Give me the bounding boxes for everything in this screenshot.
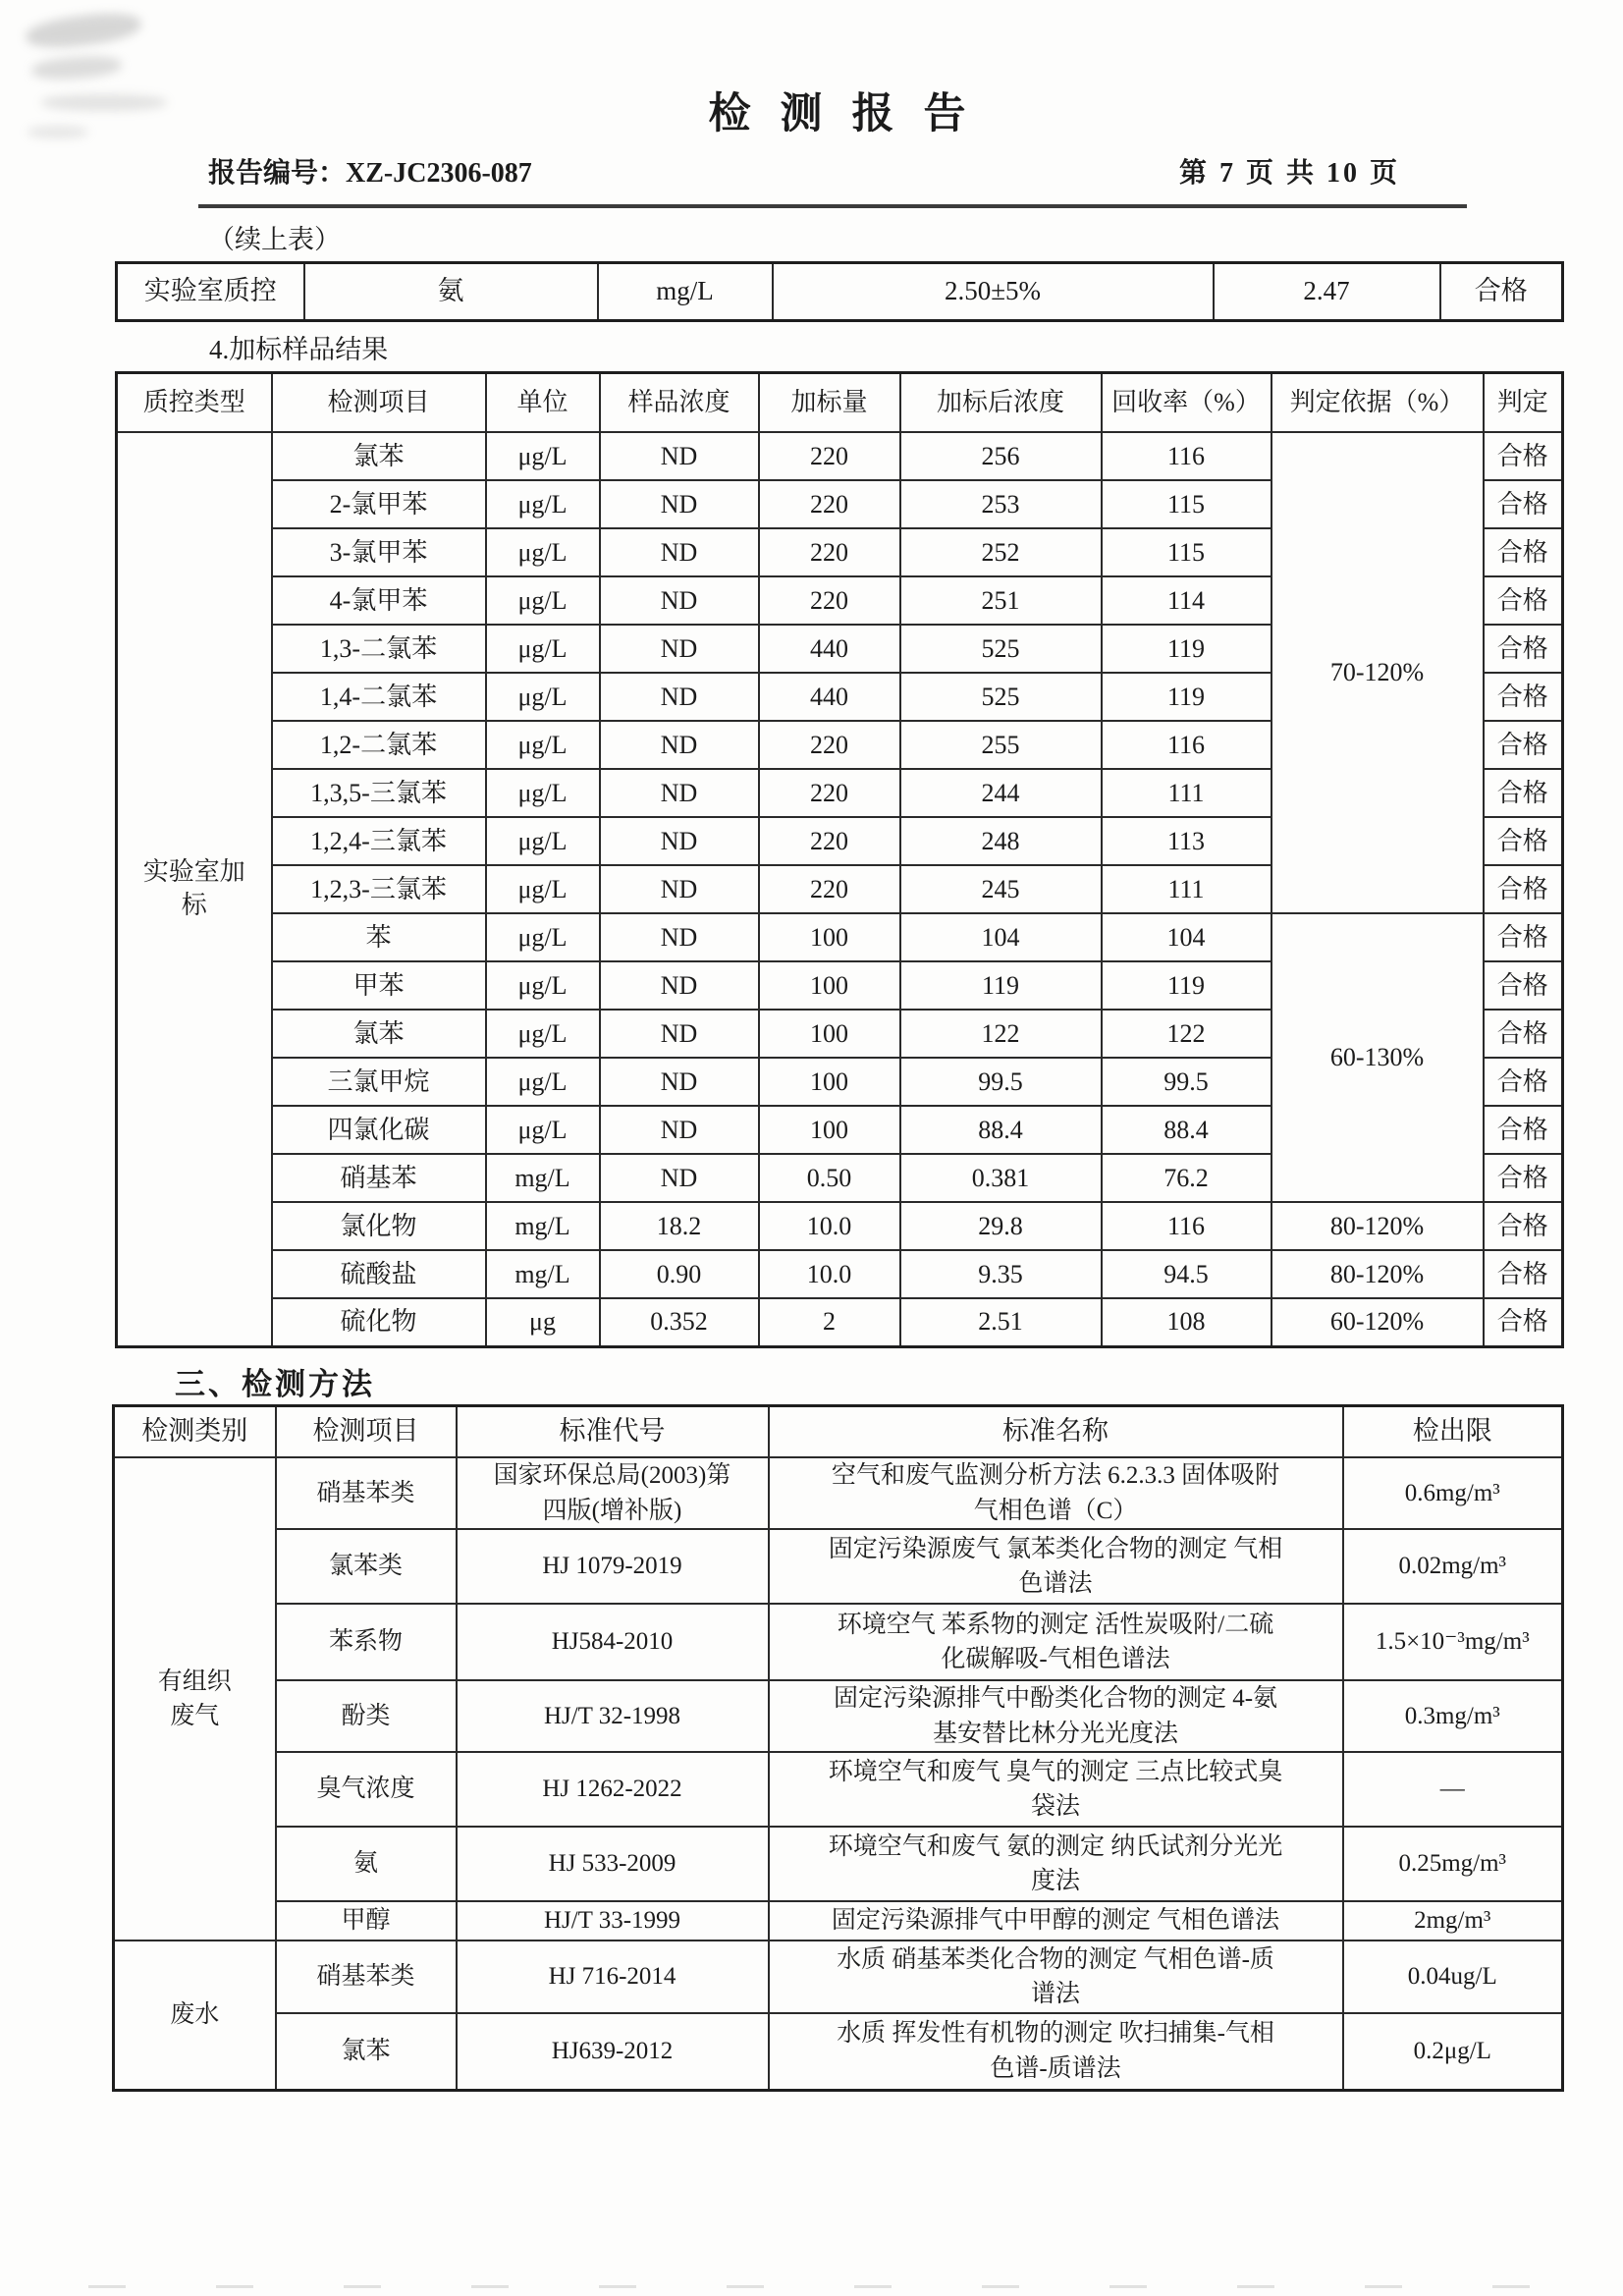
methods-header-limit: 检出限: [1343, 1406, 1563, 1458]
methods-row: [114, 2013, 1563, 2090]
spike-unit-cell: μg/L: [486, 769, 600, 817]
spike-sample-cell: ND: [600, 769, 759, 817]
spike-after-cell: 29.8: [900, 1202, 1102, 1250]
spike-verdict-cell: 合格: [1484, 432, 1563, 480]
report-number-value: XZ-JC2306-087: [346, 158, 532, 189]
spike-unit-cell: mg/L: [486, 1202, 600, 1250]
header-rule: [198, 204, 1467, 208]
spike-verdict-cell: 合格: [1484, 1202, 1563, 1250]
spike-recovery-cell: 116: [1102, 1202, 1271, 1250]
spike-recovery-cell: 99.5: [1102, 1058, 1271, 1106]
spike-verdict-cell: 合格: [1484, 1058, 1563, 1106]
spike-sample-cell: ND: [600, 721, 759, 769]
lab-qc-row: [117, 263, 1563, 321]
methods-table: [112, 1404, 1564, 2092]
spike-header-sample: 样品浓度: [600, 373, 759, 433]
methods-limit-cell: —: [1343, 1752, 1563, 1827]
spike-item-cell: 氯苯: [272, 432, 486, 480]
spike-item-cell: 1,4-二氯苯: [272, 673, 486, 721]
spike-after-cell: 104: [900, 913, 1102, 961]
methods-code-cell: 国家环保总局(2003)第 四版(增补版): [457, 1457, 769, 1529]
qc-standard-cell: 2.50±5%: [773, 263, 1214, 321]
spike-item-cell: 硫化物: [272, 1298, 486, 1346]
methods-limit-cell: 0.02mg/m³: [1343, 1529, 1563, 1604]
methods-item-cell: 臭气浓度: [276, 1752, 457, 1827]
spike-amount-cell: 100: [759, 1010, 900, 1058]
spike-amount-cell: 100: [759, 961, 900, 1010]
spike-sample-cell: ND: [600, 865, 759, 913]
spike-recovery-cell: 111: [1102, 769, 1271, 817]
spike-amount-cell: 220: [759, 480, 900, 528]
methods-name-cell: 空气和废气监测分析方法 6.2.3.3 固体吸附 气相色谱（C）: [769, 1457, 1343, 1529]
spike-item-cell: 甲苯: [272, 961, 486, 1010]
spike-amount-cell: 100: [759, 1058, 900, 1106]
methods-row: [114, 1680, 1563, 1752]
spike-criteria-cell: 60-120%: [1271, 1298, 1484, 1346]
spike-recovery-cell: 108: [1102, 1298, 1271, 1346]
methods-item-cell: 氯苯: [276, 2013, 457, 2090]
spike-amount-cell: 0.50: [759, 1154, 900, 1202]
scan-smudge: [27, 126, 88, 138]
spike-amount-cell: 220: [759, 576, 900, 625]
qc-item-cell: 氨: [304, 263, 598, 321]
spike-amount-cell: 2: [759, 1298, 900, 1346]
spike-item-cell: 1,2,3-三氯苯: [272, 865, 486, 913]
spike-header-recovery: 回收率（%）: [1102, 373, 1271, 433]
methods-name-cell: 固定污染源排气中酚类化合物的测定 4-氨 基安替比林分光光度法: [769, 1680, 1343, 1752]
spike-sample-cell: ND: [600, 576, 759, 625]
methods-item-cell: 苯系物: [276, 1604, 457, 1680]
spike-after-cell: 253: [900, 480, 1102, 528]
spike-verdict-cell: 合格: [1484, 576, 1563, 625]
methods-table-body: [114, 1457, 1563, 2090]
methods-item-cell: 氨: [276, 1827, 457, 1901]
spike-unit-cell: μg/L: [486, 480, 600, 528]
spike-sample-cell: ND: [600, 673, 759, 721]
spike-unit-cell: μg/L: [486, 961, 600, 1010]
methods-limit-cell: 0.6mg/m³: [1343, 1457, 1563, 1529]
spike-amount-cell: 100: [759, 913, 900, 961]
spike-row: [117, 1202, 1563, 1250]
spike-recovery-cell: 111: [1102, 865, 1271, 913]
spike-sample-cell: ND: [600, 961, 759, 1010]
methods-code-cell: HJ/T 32-1998: [457, 1680, 769, 1752]
methods-code-cell: HJ 533-2009: [457, 1827, 769, 1901]
spike-amount-cell: 220: [759, 865, 900, 913]
methods-item-cell: 氯苯类: [276, 1529, 457, 1604]
methods-name-cell: 环境空气 苯系物的测定 活性炭吸附/二硫 化碳解吸-气相色谱法: [769, 1604, 1343, 1680]
spike-after-cell: 525: [900, 625, 1102, 673]
methods-row: [114, 1941, 1563, 2013]
methods-name-cell: 水质 硝基苯类化合物的测定 气相色谱-质 谱法: [769, 1941, 1343, 2013]
spike-sample-cell: ND: [600, 913, 759, 961]
spike-amount-cell: 220: [759, 721, 900, 769]
spike-criteria-cell: 80-120%: [1271, 1202, 1484, 1250]
spike-amount-cell: 100: [759, 1106, 900, 1154]
report-number-label: 报告编号：: [208, 158, 347, 189]
spike-item-cell: 1,3-二氯苯: [272, 625, 486, 673]
spike-after-cell: 122: [900, 1010, 1102, 1058]
spike-amount-cell: 220: [759, 817, 900, 865]
continued-note: （续上表）: [208, 225, 341, 254]
methods-limit-cell: 0.3mg/m³: [1343, 1680, 1563, 1752]
spike-verdict-cell: 合格: [1484, 1106, 1563, 1154]
spike-header-amount: 加标量: [759, 373, 900, 433]
methods-header-name: 标准名称: [769, 1406, 1343, 1458]
qc-unit-cell: mg/L: [598, 263, 773, 321]
section3-title: 三、检测方法: [175, 1367, 375, 1401]
spike-item-cell: 2-氯甲苯: [272, 480, 486, 528]
spike-after-cell: 99.5: [900, 1058, 1102, 1106]
methods-row: [114, 1604, 1563, 1680]
spike-after-cell: 0.381: [900, 1154, 1102, 1202]
methods-category-cell: 有组织 废气: [114, 1457, 276, 1941]
page-title: 检测报告: [708, 91, 996, 137]
spike-sample-cell: ND: [600, 432, 759, 480]
spike-verdict-cell: 合格: [1484, 961, 1563, 1010]
spike-sample-cell: ND: [600, 625, 759, 673]
methods-item-cell: 甲醇: [276, 1901, 457, 1941]
spike-verdict-cell: 合格: [1484, 1154, 1563, 1202]
spike-row: [117, 913, 1563, 961]
lab-qc-table: [115, 261, 1564, 322]
spike-header-after: 加标后浓度: [900, 373, 1102, 433]
spike-item-cell: 3-氯甲苯: [272, 528, 486, 576]
spike-after-cell: 244: [900, 769, 1102, 817]
spike-after-cell: 248: [900, 817, 1102, 865]
spike-verdict-cell: 合格: [1484, 625, 1563, 673]
qc-type-cell: 实验室质控: [117, 263, 304, 321]
spike-verdict-cell: 合格: [1484, 480, 1563, 528]
spike-amount-cell: 10.0: [759, 1202, 900, 1250]
spike-sample-cell: ND: [600, 1106, 759, 1154]
spike-header-criteria: 判定依据（%）: [1271, 373, 1484, 433]
spike-verdict-cell: 合格: [1484, 913, 1563, 961]
methods-limit-cell: 0.04ug/L: [1343, 1941, 1563, 2013]
spike-after-cell: 251: [900, 576, 1102, 625]
spike-unit-cell: μg/L: [486, 721, 600, 769]
spike-recovery-cell: 115: [1102, 480, 1271, 528]
methods-row: [114, 1457, 1563, 1529]
spike-after-cell: 255: [900, 721, 1102, 769]
spike-item-cell: 4-氯甲苯: [272, 576, 486, 625]
methods-header-item: 检测项目: [276, 1406, 457, 1458]
methods-header-category: 检测类别: [114, 1406, 276, 1458]
spike-sample-cell: ND: [600, 817, 759, 865]
methods-name-cell: 环境空气和废气 氨的测定 纳氏试剂分光光 度法: [769, 1827, 1343, 1901]
spike-recovery-cell: 116: [1102, 721, 1271, 769]
spike-item-cell: 氯苯: [272, 1010, 486, 1058]
spike-amount-cell: 220: [759, 769, 900, 817]
spike-recovery-cell: 113: [1102, 817, 1271, 865]
spike-amount-cell: 220: [759, 432, 900, 480]
spike-after-cell: 256: [900, 432, 1102, 480]
methods-name-cell: 水质 挥发性有机物的测定 吹扫捕集-气相 色谱-质谱法: [769, 2013, 1343, 2090]
spike-sample-cell: 18.2: [600, 1202, 759, 1250]
methods-name-cell: 固定污染源废气 氯苯类化合物的测定 气相 色谱法: [769, 1529, 1343, 1604]
methods-limit-cell: 0.25mg/m³: [1343, 1827, 1563, 1901]
spike-unit-cell: mg/L: [486, 1154, 600, 1202]
spike-verdict-cell: 合格: [1484, 1298, 1563, 1346]
spike-header-unit: 单位: [486, 373, 600, 433]
methods-header-code: 标准代号: [457, 1406, 769, 1458]
methods-limit-cell: 0.2μg/L: [1343, 2013, 1563, 2090]
spike-unit-cell: μg/L: [486, 625, 600, 673]
spike-unit-cell: μg/L: [486, 1010, 600, 1058]
spike-after-cell: 525: [900, 673, 1102, 721]
spike-item-cell: 苯: [272, 913, 486, 961]
spike-after-cell: 245: [900, 865, 1102, 913]
methods-header-row: [114, 1406, 1563, 1458]
spike-sample-cell: 0.90: [600, 1250, 759, 1298]
report-number: [208, 151, 532, 191]
spike-after-cell: 2.51: [900, 1298, 1102, 1346]
spike-unit-cell: μg/L: [486, 817, 600, 865]
spike-unit-cell: μg/L: [486, 576, 600, 625]
methods-row: [114, 1827, 1563, 1901]
spike-criteria-cell: 60-130%: [1271, 913, 1484, 1202]
methods-code-cell: HJ639-2012: [457, 2013, 769, 2090]
spike-header-verdict: 判定: [1484, 373, 1563, 433]
methods-limit-cell: 2mg/m³: [1343, 1901, 1563, 1941]
spike-recovery-cell: 104: [1102, 913, 1271, 961]
spike-recovery-cell: 116: [1102, 432, 1271, 480]
spike-recovery-cell: 122: [1102, 1010, 1271, 1058]
spike-recovery-cell: 119: [1102, 625, 1271, 673]
methods-item-cell: 硝基苯类: [276, 1941, 457, 2013]
spike-recovery-cell: 114: [1102, 576, 1271, 625]
scan-smudge: [30, 54, 122, 82]
page-indicator: 第 7 页 共 10 页: [1178, 158, 1400, 189]
spike-unit-cell: μg/L: [486, 913, 600, 961]
spike-recovery-cell: 115: [1102, 528, 1271, 576]
methods-name-cell: 固定污染源排气中甲醇的测定 气相色谱法: [769, 1901, 1343, 1941]
spike-criteria-cell: 70-120%: [1271, 432, 1484, 913]
spike-sample-cell: ND: [600, 480, 759, 528]
spike-row: [117, 1298, 1563, 1346]
spike-item-cell: 1,3,5-三氯苯: [272, 769, 486, 817]
methods-code-cell: HJ/T 33-1999: [457, 1901, 769, 1941]
spike-recovery-cell: 119: [1102, 673, 1271, 721]
spike-unit-cell: μg/L: [486, 865, 600, 913]
spike-sample-cell: ND: [600, 528, 759, 576]
spike-header-type: 质控类型: [117, 373, 272, 433]
section4-title: 4.加标样品结果: [209, 335, 389, 364]
methods-code-cell: HJ 716-2014: [457, 1941, 769, 2013]
spike-unit-cell: mg/L: [486, 1250, 600, 1298]
spike-row: [117, 1250, 1563, 1298]
spike-sample-cell: ND: [600, 1154, 759, 1202]
spike-item-cell: 氯化物: [272, 1202, 486, 1250]
spike-amount-cell: 220: [759, 528, 900, 576]
methods-category-cell: 废水: [114, 1941, 276, 2090]
spike-unit-cell: μg/L: [486, 528, 600, 576]
spike-verdict-cell: 合格: [1484, 865, 1563, 913]
spike-group-cell: 实验室加 标: [117, 432, 272, 1346]
spike-row: [117, 432, 1563, 480]
spike-verdict-cell: 合格: [1484, 1250, 1563, 1298]
spike-recovery-cell: 94.5: [1102, 1250, 1271, 1298]
spike-verdict-cell: 合格: [1484, 769, 1563, 817]
spike-sample-cell: ND: [600, 1058, 759, 1106]
spike-recovery-cell: 76.2: [1102, 1154, 1271, 1202]
spike-unit-cell: μg: [486, 1298, 600, 1346]
spike-verdict-cell: 合格: [1484, 1010, 1563, 1058]
methods-row: [114, 1901, 1563, 1941]
spike-header-item: 检测项目: [272, 373, 486, 433]
spike-recovery-cell: 119: [1102, 961, 1271, 1010]
spike-after-cell: 119: [900, 961, 1102, 1010]
spike-unit-cell: μg/L: [486, 1058, 600, 1106]
spike-criteria-cell: 80-120%: [1271, 1250, 1484, 1298]
methods-row: [114, 1752, 1563, 1827]
methods-limit-cell: 1.5×10⁻³mg/m³: [1343, 1604, 1563, 1680]
scan-smudge: [25, 9, 143, 52]
spike-item-cell: 硫酸盐: [272, 1250, 486, 1298]
spike-item-cell: 1,2,4-三氯苯: [272, 817, 486, 865]
qc-verdict-cell: 合格: [1440, 263, 1563, 321]
spike-unit-cell: μg/L: [486, 673, 600, 721]
methods-item-cell: 硝基苯类: [276, 1457, 457, 1529]
methods-item-cell: 酚类: [276, 1680, 457, 1752]
spike-table-body: [117, 432, 1563, 1346]
spike-recovery-cell: 88.4: [1102, 1106, 1271, 1154]
scan-noise: [88, 2285, 1532, 2288]
methods-name-cell: 环境空气和废气 臭气的测定 三点比较式臭 袋法: [769, 1752, 1343, 1827]
methods-code-cell: HJ584-2010: [457, 1604, 769, 1680]
report-meta: [208, 151, 1457, 191]
spike-item-cell: 1,2-二氯苯: [272, 721, 486, 769]
qc-result-cell: 2.47: [1214, 263, 1440, 321]
spike-item-cell: 硝基苯: [272, 1154, 486, 1202]
spike-verdict-cell: 合格: [1484, 673, 1563, 721]
spike-after-cell: 252: [900, 528, 1102, 576]
spike-item-cell: 三氯甲烷: [272, 1058, 486, 1106]
spike-unit-cell: μg/L: [486, 432, 600, 480]
spike-header-row: [117, 373, 1563, 433]
spike-sample-cell: 0.352: [600, 1298, 759, 1346]
methods-code-cell: HJ 1262-2022: [457, 1752, 769, 1827]
spike-amount-cell: 10.0: [759, 1250, 900, 1298]
spike-sample-cell: ND: [600, 1010, 759, 1058]
spike-item-cell: 四氯化碳: [272, 1106, 486, 1154]
spike-results-table: [115, 371, 1564, 1348]
spike-verdict-cell: 合格: [1484, 721, 1563, 769]
spike-unit-cell: μg/L: [486, 1106, 600, 1154]
methods-code-cell: HJ 1079-2019: [457, 1529, 769, 1604]
spike-after-cell: 9.35: [900, 1250, 1102, 1298]
methods-row: [114, 1529, 1563, 1604]
spike-amount-cell: 440: [759, 673, 900, 721]
spike-after-cell: 88.4: [900, 1106, 1102, 1154]
spike-verdict-cell: 合格: [1484, 528, 1563, 576]
spike-amount-cell: 440: [759, 625, 900, 673]
spike-verdict-cell: 合格: [1484, 817, 1563, 865]
